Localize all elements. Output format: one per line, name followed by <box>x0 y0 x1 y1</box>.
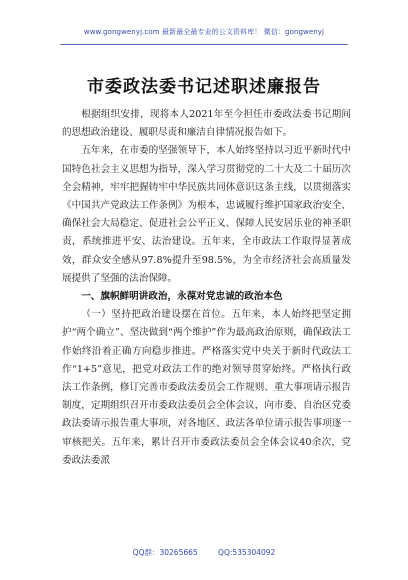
header-watermark-text: www.gongwenyj.com 最新最全最专业的公文资料库！ 微信：gongwenyj <box>83 28 325 36</box>
header-divider <box>60 44 348 45</box>
section-paragraph: （一）坚持把政治建设摆在首位。五年来，本人始终把坚定拥护“两个确立”、坚决做到“两个维护”作为最高政治原则，确保政法工作始终沿着正确方向稳步推进。严格落实党中央关于新时代政法工作“1+5”意见，把党对政法工作的绝对领导贯穿始终。严格执行政法工作条例，修订完善市委政法委员会工作规则、重大事项请示报告制度，定期组织召开市委政法委员会全体会议，向市委、自治区党委政法委请示报告重大事项，对各地区、政法各单位请示报告事项逐一审核把关。五年来，累计召开市委政法委员会全体会议40余次，党委政法委派 <box>62 309 351 466</box>
footer-qq: QQ:535304092 <box>218 548 276 557</box>
document-body <box>62 106 351 470</box>
intro-paragraph: 根据组织安排，现将本人2021年至今担任市委政法委书记期间的思想政治建设、履职尽责和廉洁自律情况报告如下。 <box>62 109 351 139</box>
overview-paragraph: 五年来，在市委的坚强领导下，本人始终坚持以习近平新时代中国特色社会主义思想为指导，深入学习贯彻党的二十大及二十届历次全会精神，牢牢把握铸牢中华民族共同体意识这条主线，以贯彻落实《中国共产党政法工作条例》为根本，忠诚履行维护国家政治安全、确保社会大局稳定、促进社会公平正义、保障人民安居乐业的神圣职责，系统推进平安、法治建设。五年来，全市政法工作取得显著成效，群众安全感从97.8%提升至98.5%，为全市经济社会高质量发展提供了坚强的法治保障。 <box>62 145 351 284</box>
document-title: 市委政法委书记述职述廉报告 <box>87 77 321 97</box>
footer-contact <box>40 547 368 558</box>
footer-qq-group: QQ群：30265665 <box>132 548 198 557</box>
section-heading: 一、旗帜鲜明讲政治，永葆对党忠诚的政治本色 <box>81 291 283 303</box>
